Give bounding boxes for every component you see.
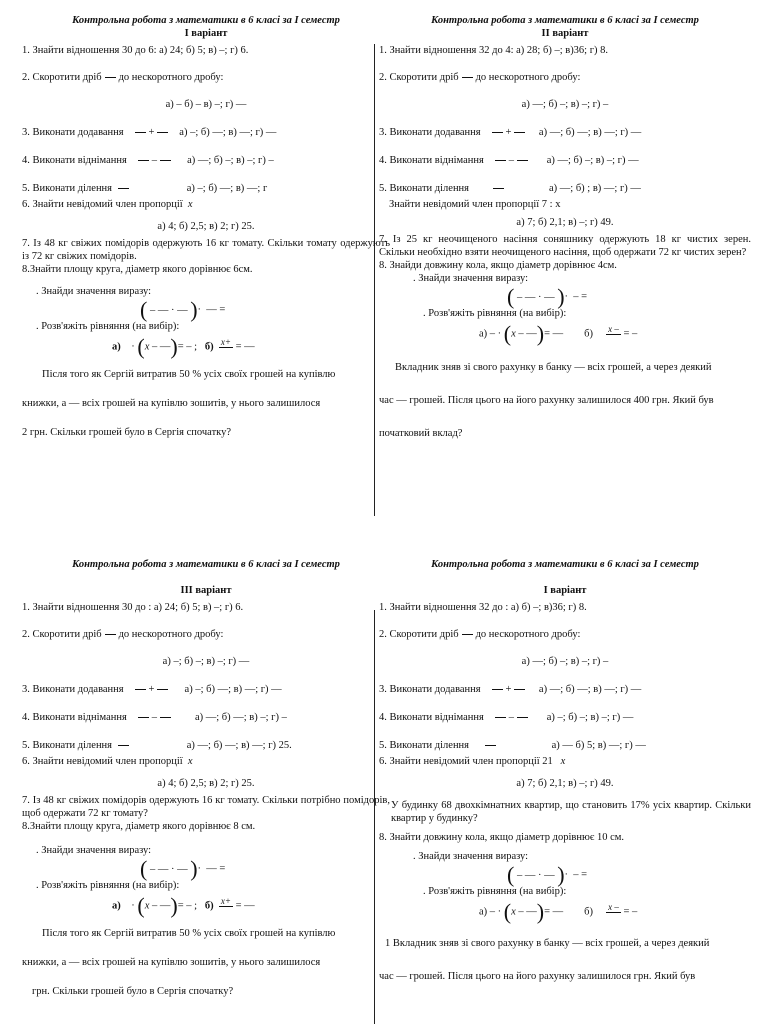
question-4: 4. Виконати віднімання – а) –; б) –; в) –; г) —: [379, 712, 634, 723]
question-5-options: а) –; б) —; в) —; г: [186, 183, 268, 194]
question-2: [22, 628, 390, 641]
expression: ( – — · — )· – =: [507, 284, 588, 309]
question-6-options: а) 7; б) 2,1; в) –; г) 49.: [516, 778, 614, 789]
fraction-mark: [462, 634, 473, 635]
fraction-mark: [514, 689, 525, 690]
fraction-mark: [514, 132, 525, 133]
question-11-line-2: час — грошей. Після цього на його рахунку залишилося грн. Який був: [379, 971, 696, 982]
question-4-options: а) —; б) –; в) –; г) —: [546, 155, 639, 166]
question-6: [379, 755, 751, 768]
question-11-line-1: Вкладник зняв зі свого рахунку в банку — всіх грошей, а через деякий: [395, 362, 712, 373]
fraction-mark: [138, 160, 149, 161]
question-2-options: а) —; б) –; в) –; г) –: [521, 99, 609, 110]
fraction-mark: [105, 77, 116, 78]
fraction-expression: x+: [220, 337, 231, 347]
unknown-variable: x: [560, 756, 566, 767]
question-5-text: 5. Виконати ділення: [22, 740, 113, 751]
fraction-expression: x+: [220, 896, 231, 906]
question-7: 7. Із 48 кг свіжих помідорів одержують 16 кг томату. Скільки томату одержують із 72 кг свіжих помідорів.: [22, 238, 390, 262]
question-5-options: а) —; б) —; в) —; г) 25.: [186, 740, 292, 751]
question-4-text: 4. Виконати віднімання: [22, 712, 127, 723]
question-4-text: 4. Виконати віднімання: [379, 155, 484, 166]
fraction-mark: [105, 634, 116, 635]
variant-label: ІІІ варіант: [180, 585, 232, 596]
question-1: 1. Знайти відношення 30 до : а) 24; б) 5; в) –; г) 6.: [22, 602, 244, 613]
question-3: 3. Виконати додавання + а) —; б) —; в) —; г) —: [379, 127, 642, 138]
question-2-text: 2. Скоротити дріб: [22, 72, 102, 83]
fraction-expression: x –: [608, 324, 619, 334]
question-1: 1. Знайти відношення 32 до 4: а) 28; б) –; в)36; г) 8.: [379, 45, 609, 56]
fraction-mark: [135, 689, 146, 690]
question-10: . Розв'яжіть рівняння (на вибір):: [423, 886, 567, 897]
test-title: Контрольна робота з математики в 6 класі за І семестр: [431, 559, 699, 570]
equations: а) · (x – —)= – ; б) x+ = —: [112, 893, 255, 918]
question-5: [379, 739, 751, 752]
question-11-line-1: Після того як Сергій витратив 50 % усіх своїх грошей на купівлю: [42, 928, 336, 939]
option-b-label: б): [584, 328, 594, 340]
question-6: Знайти невідомий член пропорції 7 : x: [389, 199, 561, 210]
option-b-label: б): [204, 900, 214, 912]
fraction-mark: [157, 132, 168, 133]
test-title: Контрольна робота з математики в 6 класі за І семестр: [431, 15, 699, 26]
question-3: 3. Виконати додавання + а) –; б) —; в) —; г) —: [22, 127, 277, 138]
fraction-mark: [118, 745, 129, 746]
question-8: 8. Знайди довжину кола, якщо діаметр дорівнює 4см.: [379, 260, 617, 271]
question-3-text: 3. Виконати додавання: [379, 127, 481, 138]
fraction-mark: [492, 689, 503, 690]
question-10: . Розв'яжіть рівняння (на вибір):: [36, 880, 180, 891]
question-1: 1. Знайти відношення 30 до 6: а) 24; б) 5; в) –; г) 6.: [22, 45, 249, 56]
question-3-options: а) —; б) —; в) —; г) —: [538, 127, 642, 138]
question-7: 7. Із 25 кг неочищеного насіння соняшнику одержують 18 кг чистих зерен. Скільки необхідно взяти неочищеного насіння, щоб одержати 72 кг чистих зерен?: [379, 234, 751, 258]
variant-bottom-left: [22, 558, 390, 998]
fraction-mark: [138, 717, 149, 718]
question-4-options: а) –; б) –; в) –; г) —: [546, 712, 634, 723]
question-8: 8. Знайти довжину кола, якщо діаметр дорівнює 10 см.: [379, 832, 625, 843]
question-5-text: 5. Виконати ділення: [379, 740, 470, 751]
question-6-options: а) 4; б) 2,5; в) 2; г) 25.: [157, 778, 255, 789]
question-5-options: а) — б) 5; в) —; г) —: [551, 740, 646, 751]
option-b-label: б): [584, 906, 594, 918]
expression: ( – — · — )· – =: [507, 862, 588, 887]
expression: ( – — · — )· — =: [140, 297, 226, 322]
question-10: . Розв'яжіть рівняння (на вибір):: [423, 308, 567, 319]
question-7: У будинку 68 двохкімнатних квартир, що становить 17% усіх квартир. Скільки квартир у будинку?: [391, 800, 751, 824]
question-6-text: 6. Знайти невідомий член пропорції 21: [379, 756, 553, 767]
fraction-mark: [160, 717, 171, 718]
question-5: [22, 182, 390, 195]
question-3-text: 3. Виконати додавання: [379, 684, 481, 695]
variant-label: І варіант: [543, 585, 587, 596]
fraction-mark: [517, 717, 528, 718]
question-11-line-3: грн. Скільки грошей було в Сергія спочатку?: [32, 986, 234, 997]
question-3: 3. Виконати додавання + а) –; б) —; в) —; г) —: [22, 684, 282, 695]
equations: а) – · (x – —)= — б) x – = –: [479, 321, 638, 346]
fraction-mark: [495, 160, 506, 161]
fraction-mark: [493, 188, 504, 189]
question-7: 7. Із 48 кг свіжих помідорів одержують 16 кг томату. Скільки потрібно помідорів, щоб одержати 72 кг томату?: [22, 795, 390, 819]
question-3-options: а) —; б) —; в) —; г) —: [538, 684, 642, 695]
question-11-line-3: початковий вклад?: [379, 428, 463, 439]
question-6-options: а) 7; б) 2,1; в) –; г) 49.: [516, 217, 614, 228]
option-a-label: а): [479, 906, 488, 918]
question-2-text: 2. Скоротити дріб: [22, 629, 102, 640]
question-2: [379, 71, 751, 84]
question-3-text: 3. Виконати додавання: [22, 684, 124, 695]
question-3-options: а) –; б) —; в) —; г) —: [179, 127, 277, 138]
question-2-text: 2. Скоротити дріб: [379, 629, 459, 640]
question-2-tail: до нескоротного дробу:: [118, 629, 224, 640]
fraction-mark: [160, 160, 171, 161]
fraction-expression: x –: [608, 902, 619, 912]
fraction-mark: [135, 132, 146, 133]
equations: а) · (x – —)= – ; б) x+ = —: [112, 334, 255, 359]
variant-label: ІІ варіант: [541, 28, 589, 39]
question-11-line-2: час — грошей. Після цього на його рахунку залишилося 400 грн. Який був: [379, 395, 714, 406]
question-5-options: а) —; б) ; в) —; г) —: [549, 183, 641, 194]
question-4-options: а) —; б) –; в) –; г) –: [187, 155, 274, 166]
question-6: [22, 755, 390, 768]
question-5: [22, 739, 390, 752]
variant-label: І варіант: [184, 28, 228, 39]
question-2-options: а) —; б) –; в) –; г) –: [521, 656, 609, 667]
question-2-options: а) – б) – в) –; г) —: [165, 99, 247, 110]
unknown-variable: x: [187, 756, 193, 767]
option-a-label: а): [112, 341, 121, 353]
question-11-line-3: 2 грн. Скільки грошей було в Сергія спочатку?: [22, 427, 232, 438]
question-6-text: 6. Знайти невідомий член пропорції: [22, 199, 183, 210]
question-5-text: 5. Виконати ділення: [22, 183, 113, 194]
question-11-line-2: книжки, а — всіх грошей на купівлю зошитів, у нього залишилося: [22, 398, 321, 409]
fraction-mark: [462, 77, 473, 78]
question-2: [379, 628, 751, 641]
variant-top-left: [22, 14, 390, 439]
unknown-variable: x: [187, 199, 193, 210]
question-2-tail: до нескоротного дробу:: [475, 629, 581, 640]
expression: ( – — · — )· — =: [140, 856, 226, 881]
fraction-mark: [157, 689, 168, 690]
option-a-label: а): [479, 328, 488, 340]
equations: а) – · (x – —)= — б) x – = –: [479, 899, 638, 924]
fraction-mark: [118, 188, 129, 189]
question-3-options: а) –; б) —; в) —; г) —: [184, 684, 282, 695]
option-b-label: б): [204, 341, 214, 353]
question-8: 8.Знайти площу круга, діаметр якого дорівнює 8 см.: [22, 821, 256, 832]
question-4: 4. Виконати віднімання – а) —; б) —; в) –; г) –: [22, 712, 287, 723]
question-4-options: а) —; б) —; в) –; г) –: [194, 712, 287, 723]
question-2: [22, 71, 390, 84]
test-title: Контрольна робота з математики в 6 класі за І семестр: [72, 559, 340, 570]
question-9: . Знайди значення виразу:: [413, 851, 529, 862]
question-2-tail: до нескоротного дробу:: [118, 72, 224, 83]
test-title: Контрольна робота з математики в 6 класі за І семестр: [72, 15, 340, 26]
question-11-line-2: книжки, а — всіх грошей на купівлю зошитів, у нього залишилося: [22, 957, 321, 968]
question-6-options: а) 4; б) 2,5; в) 2; г) 25.: [157, 221, 255, 232]
question-11-line-1: Після того як Сергій витратив 50 % усіх своїх грошей на купівлю: [42, 369, 336, 380]
question-11-line-1: 1 Вкладник зняв зі свого рахунку в банку — всіх грошей, а через деякий: [385, 938, 710, 949]
option-a-label: а): [112, 900, 121, 912]
question-5-text: 5. Виконати ділення: [379, 183, 470, 194]
question-2-text: 2. Скоротити дріб: [379, 72, 459, 83]
fraction-mark: [517, 160, 528, 161]
question-3-text: 3. Виконати додавання: [22, 127, 124, 138]
question-6: [22, 198, 390, 211]
question-9: . Знайди значення виразу:: [36, 845, 152, 856]
question-10: . Розв'яжіть рівняння (на вибір):: [36, 321, 180, 332]
variant-bottom-right: [379, 558, 751, 983]
question-4-text: 4. Виконати віднімання: [22, 155, 127, 166]
question-4-text: 4. Виконати віднімання: [379, 712, 484, 723]
question-2-options: а) –; б) –; в) –; г) —: [162, 656, 250, 667]
fraction-mark: [495, 717, 506, 718]
question-1: 1. Знайти відношення 32 до : а) б) –; в)36; г) 8.: [379, 602, 587, 613]
question-2-tail: до нескоротного дробу:: [475, 72, 581, 83]
question-8: 8.Знайти площу круга, діаметр якого дорівнює 6см.: [22, 264, 253, 275]
variant-top-right: [379, 14, 751, 440]
question-6-text: 6. Знайти невідомий член пропорції: [22, 756, 183, 767]
question-4: 4. Виконати віднімання – а) —; б) –; в) –; г) —: [379, 155, 639, 166]
fraction-mark: [485, 745, 496, 746]
fraction-mark: [492, 132, 503, 133]
question-3: 3. Виконати додавання + а) —; б) —; в) —; г) —: [379, 684, 642, 695]
question-4: 4. Виконати віднімання – а) —; б) –; в) –; г) –: [22, 155, 274, 166]
question-5: [379, 182, 751, 195]
question-9: . Знайди значення виразу:: [413, 273, 529, 284]
question-9: . Знайди значення виразу:: [36, 286, 152, 297]
